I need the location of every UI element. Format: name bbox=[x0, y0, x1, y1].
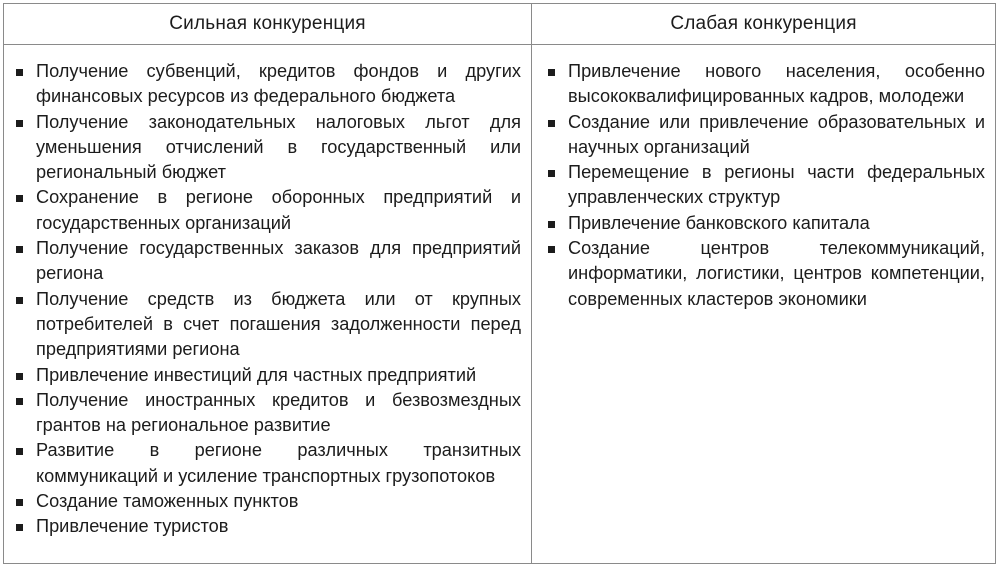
list-item bbox=[14, 185, 521, 236]
square-bullet-icon bbox=[548, 221, 555, 228]
square-bullet-icon bbox=[16, 398, 23, 405]
square-bullet-icon bbox=[548, 246, 555, 253]
list-item-text: Создание центров телекоммуникаций, информатики, логистики, центров компетенции, современных кластеров экономики bbox=[568, 238, 985, 309]
list-item-text: Создание таможенных пунктов bbox=[36, 491, 299, 512]
list-item-text: Создание или привлечение образовательных и научных организаций bbox=[568, 111, 985, 157]
list-item-text: Привлечение туристов bbox=[36, 516, 229, 537]
weak-competition-cell bbox=[532, 45, 995, 563]
list-item bbox=[14, 59, 521, 110]
square-bullet-icon bbox=[548, 120, 555, 127]
strong-competition-list bbox=[14, 59, 521, 540]
list-item-text: Получение средств из бюджета или от крупных потребителей в счет погашения задолженности перед предприятиями региона bbox=[36, 288, 521, 360]
list-item bbox=[14, 236, 521, 287]
square-bullet-icon bbox=[548, 69, 555, 76]
list-item bbox=[14, 489, 521, 514]
list-item-text: Получение субвенций, кредитов фондов и других финансовых ресурсов из федерального бюджета bbox=[36, 61, 521, 107]
list-item bbox=[546, 236, 985, 312]
square-bullet-icon bbox=[16, 499, 23, 506]
list-item bbox=[546, 59, 985, 110]
square-bullet-icon bbox=[16, 246, 23, 253]
header-strong-label: Сильная конкуренция bbox=[169, 13, 366, 34]
list-item-text: Привлечение инвестиций для частных предприятий bbox=[36, 364, 477, 385]
header-strong-competition bbox=[4, 4, 532, 45]
list-item bbox=[546, 160, 985, 211]
square-bullet-icon bbox=[16, 69, 23, 76]
list-item-text: Получение государственных заказов для предприятий региона bbox=[36, 238, 521, 284]
list-item-text: Получение законодательных налоговых льгот для уменьшения отчислений в государственный или региональный бюджет bbox=[36, 111, 521, 183]
list-item bbox=[14, 110, 521, 186]
square-bullet-icon bbox=[548, 170, 555, 177]
square-bullet-icon bbox=[16, 195, 23, 202]
list-item-text: Перемещение в регионы части федеральных управленческих структур bbox=[568, 162, 985, 208]
list-item bbox=[14, 438, 521, 489]
header-weak-label: Слабая конкуренция bbox=[670, 13, 857, 34]
square-bullet-icon bbox=[16, 524, 23, 531]
list-item-text: Развитие в регионе различных транзитных коммуникаций и усиление транспортных грузопотоков bbox=[36, 440, 521, 486]
list-item bbox=[14, 287, 521, 363]
list-item-text: Получение иностранных кредитов и безвозмездных грантов на региональное развитие bbox=[36, 389, 521, 436]
list-item bbox=[546, 110, 985, 161]
list-item-text: Сохранение в регионе оборонных предприятий и государственных организаций bbox=[36, 187, 521, 233]
header-weak-competition bbox=[532, 4, 995, 45]
list-item-text: Привлечение нового населения, особенно высококвалифицированных кадров, молодежи bbox=[568, 61, 985, 107]
strong-competition-cell bbox=[4, 45, 532, 563]
list-item bbox=[14, 514, 521, 539]
list-item bbox=[14, 363, 521, 388]
list-item-text: Привлечение банковского капитала bbox=[568, 212, 870, 233]
square-bullet-icon bbox=[16, 120, 23, 127]
weak-competition-list bbox=[546, 59, 985, 312]
list-item bbox=[546, 211, 985, 236]
competition-table bbox=[3, 3, 996, 564]
square-bullet-icon bbox=[16, 373, 23, 380]
square-bullet-icon bbox=[16, 297, 23, 304]
list-item bbox=[14, 388, 521, 439]
square-bullet-icon bbox=[16, 448, 23, 455]
